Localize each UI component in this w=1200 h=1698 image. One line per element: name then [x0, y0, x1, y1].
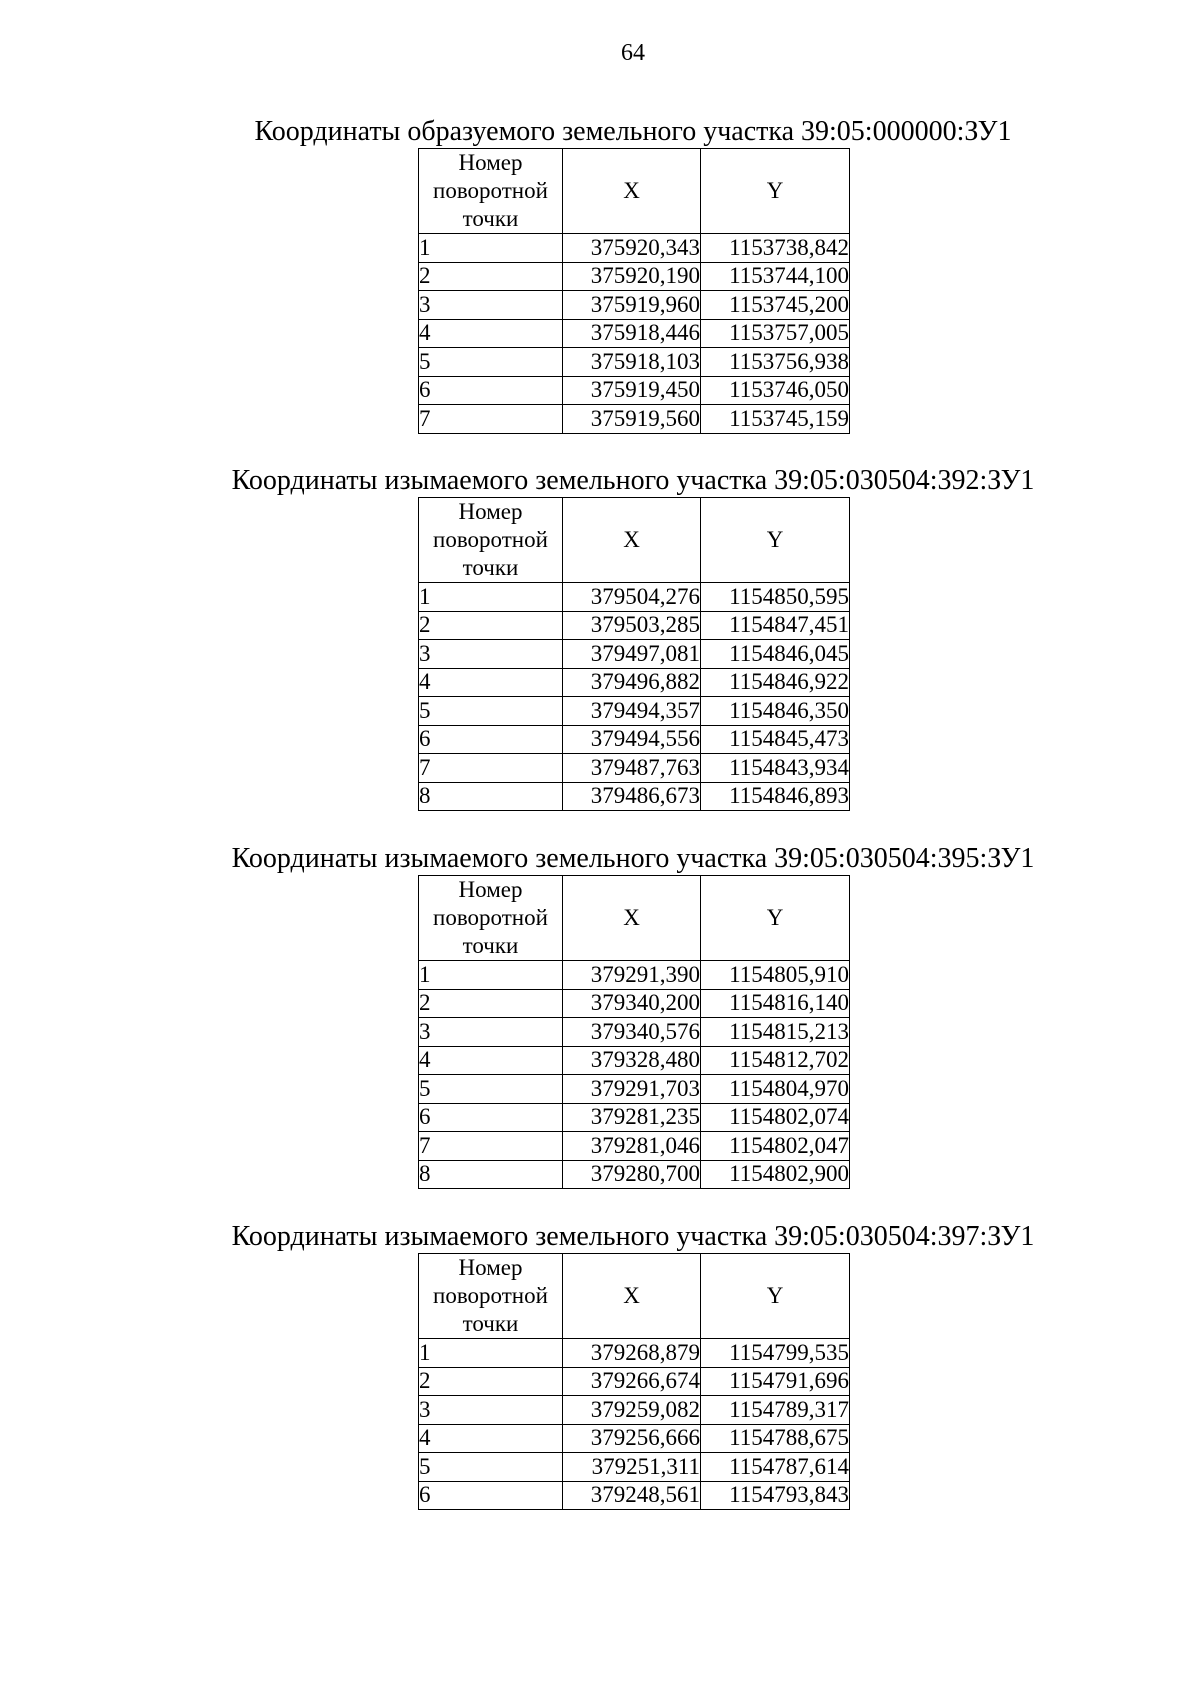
table-row [419, 611, 850, 640]
cell-y: 1154793,843 [701, 1481, 850, 1510]
cell-y: 1153744,100 [701, 262, 850, 291]
cell-x: 379251,311 [563, 1453, 701, 1482]
cell-point-number: 7 [419, 1132, 563, 1161]
header-point-number: Номер поворотной точки [419, 149, 563, 234]
cell-point-number: 3 [419, 1018, 563, 1047]
cell-point-number: 1 [419, 1339, 563, 1368]
table-row [419, 754, 850, 783]
section-title: Координаты изымаемого земельного участка 39:05:030504:397:ЗУ1 [231, 1221, 1035, 1252]
header-point-number: Номер поворотной точки [419, 498, 563, 583]
cell-point-number: 7 [419, 405, 563, 434]
table-row [419, 583, 850, 612]
table-row [419, 291, 850, 320]
cell-y: 1153745,200 [701, 291, 850, 320]
cell-y: 1154791,696 [701, 1367, 850, 1396]
cell-point-number: 6 [419, 376, 563, 405]
cell-point-number: 5 [419, 348, 563, 377]
coordinates-section [0, 465, 1200, 811]
cell-y: 1153757,005 [701, 319, 850, 348]
cell-point-number: 1 [419, 961, 563, 990]
cell-x: 379340,200 [563, 989, 701, 1018]
cell-y: 1154850,595 [701, 583, 850, 612]
table-row [419, 961, 850, 990]
cell-y: 1153738,842 [701, 234, 850, 263]
cell-point-number: 4 [419, 319, 563, 348]
cell-y: 1154812,702 [701, 1046, 850, 1075]
cell-y: 1154804,970 [701, 1075, 850, 1104]
table-header-row [419, 1254, 850, 1339]
cell-y: 1154805,910 [701, 961, 850, 990]
cell-x: 379256,666 [563, 1424, 701, 1453]
cell-point-number: 6 [419, 1103, 563, 1132]
table-header-row [419, 498, 850, 583]
cell-point-number: 1 [419, 234, 563, 263]
cell-point-number: 4 [419, 1424, 563, 1453]
table-row [419, 262, 850, 291]
cell-y: 1154815,213 [701, 1018, 850, 1047]
table-row [419, 640, 850, 669]
header-x: X [563, 876, 701, 961]
cell-y: 1154802,047 [701, 1132, 850, 1161]
cell-x: 379291,390 [563, 961, 701, 990]
coordinates-table [418, 497, 850, 811]
cell-x: 375919,560 [563, 405, 701, 434]
header-x: X [563, 498, 701, 583]
cell-x: 375919,960 [563, 291, 701, 320]
table-header-row [419, 149, 850, 234]
cell-x: 375918,446 [563, 319, 701, 348]
header-y: Y [701, 498, 850, 583]
cell-y: 1154846,893 [701, 782, 850, 811]
cell-x: 379494,357 [563, 697, 701, 726]
section-title: Координаты изымаемого земельного участка 39:05:030504:392:ЗУ1 [231, 465, 1035, 496]
table-header-row [419, 876, 850, 961]
cell-point-number: 8 [419, 782, 563, 811]
cell-point-number: 2 [419, 611, 563, 640]
table-row [419, 1132, 850, 1161]
table-row [419, 725, 850, 754]
coordinates-table [418, 148, 850, 434]
header-x: X [563, 1254, 701, 1339]
cell-x: 379494,556 [563, 725, 701, 754]
table-row [419, 1075, 850, 1104]
cell-x: 379259,082 [563, 1396, 701, 1425]
cell-x: 379504,276 [563, 583, 701, 612]
table-row [419, 1424, 850, 1453]
cell-point-number: 3 [419, 1396, 563, 1425]
cell-point-number: 6 [419, 1481, 563, 1510]
cell-x: 379280,700 [563, 1160, 701, 1189]
table-row [419, 1103, 850, 1132]
cell-x: 375918,103 [563, 348, 701, 377]
cell-x: 379487,763 [563, 754, 701, 783]
table-row [419, 1160, 850, 1189]
cell-x: 379291,703 [563, 1075, 701, 1104]
cell-y: 1154787,614 [701, 1453, 850, 1482]
cell-y: 1154788,675 [701, 1424, 850, 1453]
cell-point-number: 7 [419, 754, 563, 783]
cell-y: 1154845,473 [701, 725, 850, 754]
cell-y: 1154846,045 [701, 640, 850, 669]
table-row [419, 1396, 850, 1425]
cell-point-number: 3 [419, 640, 563, 669]
coordinates-section [0, 116, 1200, 434]
header-y: Y [701, 876, 850, 961]
cell-x: 379497,081 [563, 640, 701, 669]
cell-point-number: 5 [419, 1453, 563, 1482]
table-row [419, 989, 850, 1018]
cell-point-number: 4 [419, 668, 563, 697]
cell-x: 379248,561 [563, 1481, 701, 1510]
table-row [419, 668, 850, 697]
cell-x: 375919,450 [563, 376, 701, 405]
coordinates-table [418, 875, 850, 1189]
cell-y: 1154799,535 [701, 1339, 850, 1368]
table-row [419, 1018, 850, 1047]
cell-y: 1154847,451 [701, 611, 850, 640]
cell-x: 379486,673 [563, 782, 701, 811]
cell-point-number: 6 [419, 725, 563, 754]
table-row [419, 697, 850, 726]
table-row [419, 348, 850, 377]
cell-point-number: 2 [419, 1367, 563, 1396]
header-y: Y [701, 1254, 850, 1339]
cell-y: 1154846,350 [701, 697, 850, 726]
cell-x: 379496,882 [563, 668, 701, 697]
cell-y: 1154843,934 [701, 754, 850, 783]
cell-y: 1153756,938 [701, 348, 850, 377]
table-row [419, 1481, 850, 1510]
cell-y: 1154846,922 [701, 668, 850, 697]
cell-x: 375920,343 [563, 234, 701, 263]
cell-x: 379281,235 [563, 1103, 701, 1132]
cell-x: 375920,190 [563, 262, 701, 291]
table-row [419, 405, 850, 434]
cell-y: 1154816,140 [701, 989, 850, 1018]
table-row [419, 782, 850, 811]
cell-y: 1153745,159 [701, 405, 850, 434]
cell-x: 379281,046 [563, 1132, 701, 1161]
cell-point-number: 2 [419, 262, 563, 291]
cell-x: 379340,576 [563, 1018, 701, 1047]
coordinates-section [0, 843, 1200, 1189]
cell-y: 1153746,050 [701, 376, 850, 405]
coordinates-section [0, 1221, 1200, 1510]
cell-x: 379503,285 [563, 611, 701, 640]
cell-point-number: 2 [419, 989, 563, 1018]
cell-point-number: 5 [419, 697, 563, 726]
cell-point-number: 5 [419, 1075, 563, 1104]
section-title: Координаты изымаемого земельного участка 39:05:030504:395:ЗУ1 [231, 843, 1035, 874]
table-row [419, 376, 850, 405]
section-title: Координаты образуемого земельного участка 39:05:000000:ЗУ1 [254, 116, 1012, 147]
table-row [419, 1046, 850, 1075]
header-point-number: Номер поворотной точки [419, 876, 563, 961]
cell-x: 379268,879 [563, 1339, 701, 1368]
cell-point-number: 3 [419, 291, 563, 320]
table-row [419, 1339, 850, 1368]
header-point-number: Номер поворотной точки [419, 1254, 563, 1339]
table-row [419, 1453, 850, 1482]
cell-y: 1154802,900 [701, 1160, 850, 1189]
cell-point-number: 8 [419, 1160, 563, 1189]
page-number: 64 [621, 40, 645, 66]
cell-point-number: 1 [419, 583, 563, 612]
cell-x: 379266,674 [563, 1367, 701, 1396]
table-row [419, 234, 850, 263]
cell-y: 1154789,317 [701, 1396, 850, 1425]
cell-point-number: 4 [419, 1046, 563, 1075]
header-y: Y [701, 149, 850, 234]
cell-x: 379328,480 [563, 1046, 701, 1075]
cell-y: 1154802,074 [701, 1103, 850, 1132]
header-x: X [563, 149, 701, 234]
coordinates-table [418, 1253, 850, 1510]
table-row [419, 319, 850, 348]
table-row [419, 1367, 850, 1396]
